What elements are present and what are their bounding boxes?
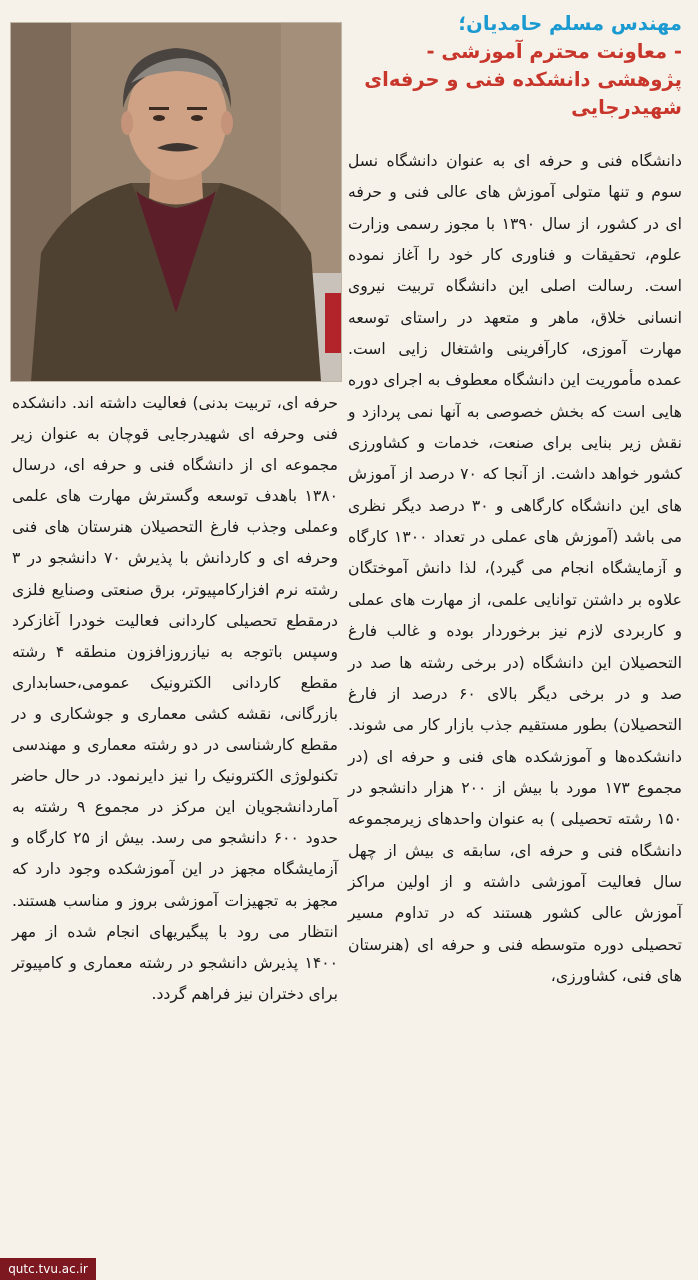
article-right-column [348,146,682,992]
article-left-column [12,388,338,1010]
portrait-photo [10,22,342,382]
portrait-illustration [11,23,341,381]
headline-name: مهندس مسلم حامدیان؛ [458,12,682,35]
article-headline [350,10,682,122]
headline-title-line2: پژوهشی دانشکده فنی و حرفه‌ای [364,68,682,91]
right-column-paragraph: دانشگاه فنی و حرفه ای به عنوان دانشگاه نسل سوم و تنها متولی آموزش های عالی فنی و حرفه ای در کشور، از سال ۱۳۹۰ با مجوز رسمی وزارت علوم، تحقیقات و فناوری کار خود را آغاز نموده است. رسالت اصلی این دانشگاه تربیت نیروی انسانی خلاق، ماهر و متعهد در راستای توسعه مهارت آموزی، کارآفرینی واشتغال زایی است. عمده مأموریت این دانشگاه معطوف به اجرای دوره هایی است که بخش خصوصی به آنها نمی پردازد و نقش زیر بنایی برای صنعت، خدمات و کشاورزی کشور خواهد داشت. از آنجا که ۷۰ درصد از آموزش های این دانشگاه کارگاهی و ۳۰ درصد دیگر نظری می باشد (آموزش های عملی در تعداد ۱۳۰۰ کارگاه و آزمایشگاه انجام می گیرد)، لذا دانش آموختگان علاوه بر داشتن توانایی علمی، از مهارت های عملی و کاربردی لازم نیز برخوردار بوده و غالب فارغ التحصیلان این دانشگاه (در برخی رشته ها صد در صد و در برخی دیگر بالای ۶۰ درصد از فارغ التحصیلان) بطور مستقیم جذب بازار کار می شوند. دانشکده‌ها و آموزشکده های فنی و حرفه ای (در مجموع ۱۷۳ مورد با بیش از ۲۰۰ هزار دانشجو در ۱۵۰ رشته تحصیلی ) به عنوان واحدهای زیرمجموعه دانشگاه فنی و حرفه ای، سابقه ی بیش از چهل سال فعالیت آموزشی داشته و از اولین مراکز آموزش عالی کشور هستند که در تداوم مسیر تحصیلی دوره متوسطه فنی و حرفه ای (هنرستان های فنی، کشاورزی، [348,152,683,985]
headline-title-line1: - معاونت محترم آموزشی - [426,40,682,63]
headline-title-line3: شهیدرجایی [571,96,682,119]
footer-url-badge [0,1258,96,1280]
footer-url: qutc.tvu.ac.ir [8,1262,88,1276]
left-column-paragraph: حرفه ای، تربیت بدنی) فعالیت داشته اند. دانشکده فنی وحرفه ای شهیدرجایی قوچان به عنوان زیر مجموعه ای از دانشگاه فنی و حرفه ای، درسال ۱۳۸۰ باهدف توسعه وگسترش مهارت های علمی وعملی وجذب فارغ التحصیلان هنرستان های فنی وحرفه ای و کاردانش با پذیرش ۷۰ دانشجو در ۳ رشته نرم افزارکامپیوتر، برق صنعتی وصنایع فلزی درمقطع تحصیلی کاردانی فعالیت خودرا آغازکرد وسپس باتوجه به نیازروزافزون منطقه ۴ رشته مقطع کاردانی الکترونیک عمومی،حسابداری بازرگانی، نقشه کشی معماری و جوشکاری و در مقطع کارشناسی در دو رشته معماری و مهندسی تکنولوژی الکترونیک را نیز دایرنمود. در حال حاضر آماردانشجویان این مرکز در مجموع ۹ رشته به حدود ۶۰۰ دانشجو می رسد. بیش از ۲۵ کارگاه و آزمایشگاه مجهز در این آموزشکده وجود دارد که مجهز به تجهیزات آموزشی بروز و مناسب هستند. انتظار می رود با پیگیریهای انجام شده از مهر ۱۴۰۰ پذیرش دانشجو در رشته معماری و کامپیوتر برای دختران نیز فراهم گردد. [12,394,338,1003]
